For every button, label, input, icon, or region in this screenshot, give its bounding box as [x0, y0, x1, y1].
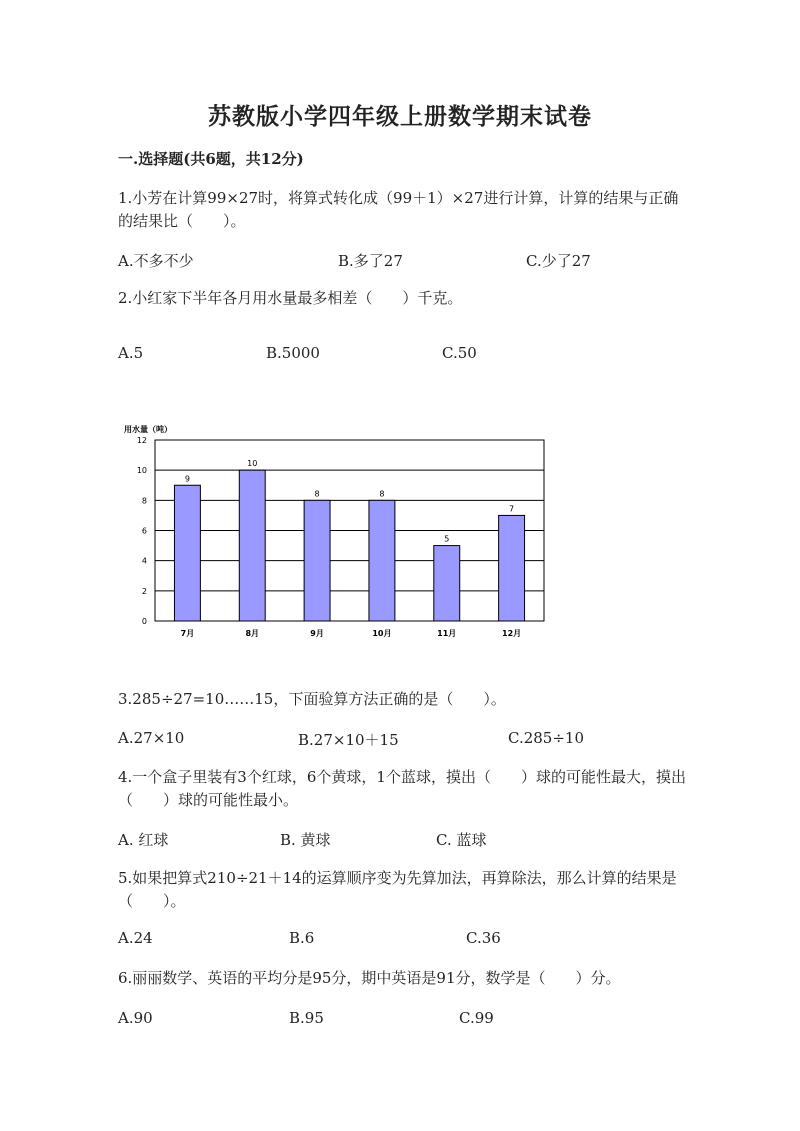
bar-value-label: 8 — [379, 489, 385, 499]
bar-5 — [434, 546, 460, 621]
y-tick-label: 8 — [141, 496, 147, 506]
q2-option-a[interactable]: A.5 — [118, 344, 144, 362]
bar-3 — [304, 500, 330, 621]
q5-option-a[interactable]: A.24 — [118, 929, 153, 947]
x-tick-label: 11月 — [437, 629, 457, 638]
x-tick-label: 10月 — [372, 629, 392, 638]
question-4: 4.一个盒子里装有3个红球，6个黄球，1个蓝球，摸出（ ）球的可能性最大，摸出（ ）球的可能性最小。 — [118, 768, 686, 809]
q1-option-c[interactable]: C.少了27 — [526, 252, 591, 270]
x-tick-label: 7月 — [180, 629, 195, 638]
q5-option-c[interactable]: C.36 — [466, 929, 501, 947]
y-tick-label: 6 — [141, 526, 147, 536]
bar-4 — [369, 500, 395, 621]
q1-option-a[interactable]: A.不多不少 — [118, 252, 194, 270]
question-2: 2.小红家下半年各月用水量最多相差（ ）千克。 — [118, 289, 463, 307]
section-heading: 一.选择题(共6题，共12分) — [118, 150, 304, 168]
bar-value-label: 9 — [184, 474, 190, 484]
question-3: 3.285÷27=10……15，下面验算方法正确的是（ ）。 — [118, 690, 506, 708]
bar-value-label: 10 — [247, 459, 258, 469]
bar-2 — [239, 470, 265, 621]
x-tick-label: 12月 — [502, 629, 522, 638]
q4-option-c[interactable]: C. 蓝球 — [436, 831, 487, 849]
bar-value-label: 7 — [509, 504, 515, 514]
y-tick-label: 10 — [136, 466, 147, 476]
q3-option-b[interactable]: B.27×10＋15 — [298, 731, 399, 749]
question-6: 6.丽丽数学、英语的平均分是95分，期中英语是91分，数学是（ ）分。 — [118, 969, 621, 987]
q3-option-a[interactable]: A.27×10 — [118, 729, 185, 747]
y-tick-label: 0 — [141, 617, 147, 626]
q6-option-a[interactable]: A.90 — [118, 1009, 153, 1027]
question-5: 5.如果把算式210÷21＋14的运算顺序变为先算加法，再算除法，那么计算的结果是（ ）。 — [118, 869, 677, 910]
bar-1 — [174, 485, 200, 621]
y-tick-label: 12 — [136, 436, 147, 445]
q5-option-b[interactable]: B.6 — [289, 929, 315, 947]
q4-option-b[interactable]: B. 黄球 — [280, 831, 331, 849]
y-axis-label: 用水量（吨） — [124, 425, 172, 434]
water-usage-chart — [118, 420, 558, 650]
y-tick-label: 2 — [141, 586, 147, 596]
bar-value-label: 5 — [444, 534, 450, 544]
bar-value-label: 8 — [314, 489, 320, 499]
q2-option-c[interactable]: C.50 — [442, 344, 477, 362]
q6-option-c[interactable]: C.99 — [459, 1009, 494, 1027]
bar-6 — [499, 515, 525, 621]
q4-option-a[interactable]: A. 红球 — [118, 831, 169, 849]
x-tick-label: 8月 — [245, 629, 260, 638]
q1-option-b[interactable]: B.多了27 — [338, 252, 403, 270]
x-tick-label: 9月 — [310, 629, 324, 638]
q2-option-b[interactable]: B.5000 — [266, 344, 320, 362]
q3-option-c[interactable]: C.285÷10 — [508, 729, 584, 747]
exam-title: 苏教版小学四年级上册数学期末试卷 — [208, 103, 592, 130]
y-tick-label: 4 — [141, 556, 147, 566]
question-1: 1.小芳在计算99×27时，将算式转化成（99＋1）×27进行计算，计算的结果与正确的结果比（ ）。 — [118, 189, 679, 230]
q6-option-b[interactable]: B.95 — [289, 1009, 324, 1027]
